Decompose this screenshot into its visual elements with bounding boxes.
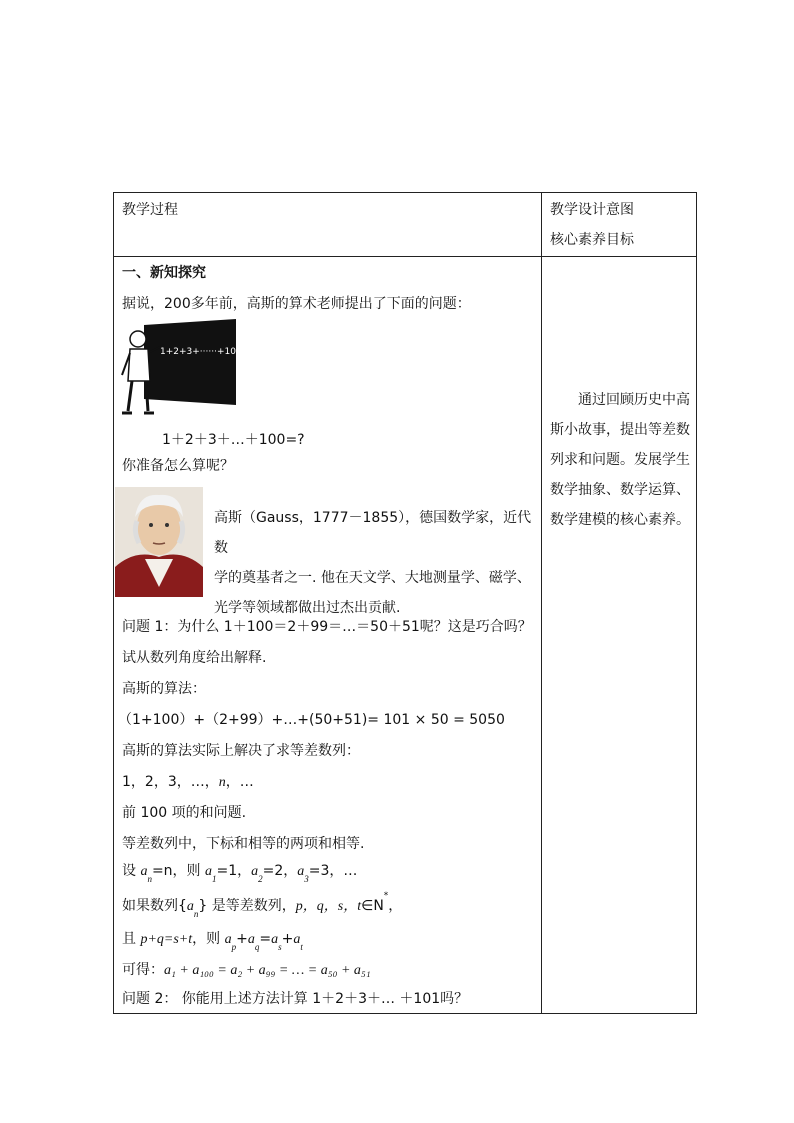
- text-part: =2，: [262, 863, 298, 879]
- vars: p，q，s，t: [295, 899, 362, 914]
- text-part: 且: [122, 931, 141, 947]
- var-a: a: [186, 899, 194, 914]
- var-a: a: [251, 864, 259, 879]
- sequence-example: [122, 773, 254, 792]
- var-a: a: [205, 864, 213, 879]
- text-part: =3，…: [308, 863, 358, 879]
- result-equation: a₁ + a₁₀₀ = a₂ + a₉₉ = … = a₅₀ + a₅₁: [164, 963, 371, 978]
- text-part: ，则: [192, 931, 225, 947]
- design-intent-text: [550, 385, 690, 535]
- var-a: a: [224, 932, 232, 947]
- header-teaching-process: 教学过程: [122, 202, 178, 218]
- var-a: a: [297, 864, 305, 879]
- text-part: 设: [122, 863, 141, 879]
- superscript: *: [383, 891, 389, 901]
- design-intent-paragraph: 通过回顾历史中高斯小故事，提出等差数列求和问题。发展学生数学抽象、数学运算、数学建模的核心素养。: [550, 392, 690, 528]
- condition: p+q=s+t: [140, 932, 193, 947]
- subscript: n: [193, 909, 199, 919]
- gauss-method-label: 高斯的算法：: [122, 681, 206, 697]
- sequence-n: n: [218, 775, 226, 790]
- var-a: a: [140, 864, 148, 879]
- question-1: 问题 1：为什么 1＋100＝2＋99＝…＝50＋51呢？这是巧合吗？: [122, 619, 532, 635]
- var-a: a: [247, 932, 255, 947]
- subscript: s: [278, 942, 282, 952]
- subscript: 2: [258, 874, 263, 884]
- result-line: [122, 961, 371, 980]
- section-title: 一、新知探究: [122, 265, 206, 281]
- header-divider: [114, 256, 696, 257]
- text-part: =n，则: [151, 863, 206, 879]
- var-a: a: [271, 932, 279, 947]
- and-line: [122, 930, 303, 952]
- text-part: } 是等差数列，: [198, 898, 296, 914]
- text-part: ，: [388, 898, 403, 914]
- gauss-bio-line: 高斯（Gauss，1777－1855），德国数学家，近代数: [214, 510, 532, 556]
- subscript: t: [300, 942, 303, 952]
- gauss-bio: [214, 503, 534, 623]
- text-part: =1，: [216, 863, 252, 879]
- header-design-intent: 教学设计意图: [550, 202, 634, 218]
- gauss-bio-line: 光学等领域都做出过杰出贡献.: [214, 600, 401, 616]
- sum-question: 1＋2＋3＋…＋100=?: [162, 432, 305, 448]
- result-label: 可得：: [122, 962, 164, 978]
- column-divider: [541, 193, 542, 1013]
- sequence-part: 1，2，3，…，: [122, 774, 219, 790]
- how-calc: 你准备怎么算呢？: [122, 458, 234, 474]
- gauss-solved-text: 高斯的算法实际上解决了求等差数列：: [122, 743, 360, 759]
- subscript: 1: [212, 874, 217, 884]
- text-part: 如果数列{: [122, 898, 187, 914]
- text-part: =: [259, 931, 272, 947]
- sequence-part: ，…: [225, 774, 254, 790]
- subscript: n: [147, 874, 152, 884]
- gauss-method: （1+100）+（2+99）+…+(50+51)= 101 × 50 = 5050: [118, 712, 505, 728]
- blackboard-text: 1+2+3+······+100=?: [160, 347, 255, 357]
- header-core-literacy: 核心素养目标: [550, 232, 634, 248]
- subscript: p: [231, 942, 237, 952]
- question-1-hint: 试从数列角度给出解释.: [122, 650, 267, 666]
- definition-line: [122, 862, 358, 884]
- gauss-portrait: [115, 487, 203, 597]
- text-part: +: [281, 931, 294, 947]
- gauss-teacher-blackboard-illustration: [118, 319, 255, 421]
- subscript: 3: [304, 874, 309, 884]
- first-100-text: 前 100 项的和问题.: [122, 805, 247, 821]
- intro-text: 据说，200多年前，高斯的算术老师提出了下面的问题：: [122, 296, 471, 312]
- if-line: [122, 891, 403, 919]
- question-2: 问题 2： 你能用上述方法计算 1＋2＋3＋… ＋101吗？: [122, 991, 469, 1007]
- text-part: ∈N: [361, 898, 384, 914]
- lesson-table: [113, 192, 697, 1014]
- text-part: +: [236, 931, 248, 947]
- subscript: q: [254, 942, 260, 952]
- property-text: 等差数列中，下标和相等的两项和相等.: [122, 836, 365, 852]
- var-a: a: [293, 932, 301, 947]
- gauss-bio-line: 学的奠基者之一. 他在天文学、大地测量学、磁学、: [214, 570, 531, 586]
